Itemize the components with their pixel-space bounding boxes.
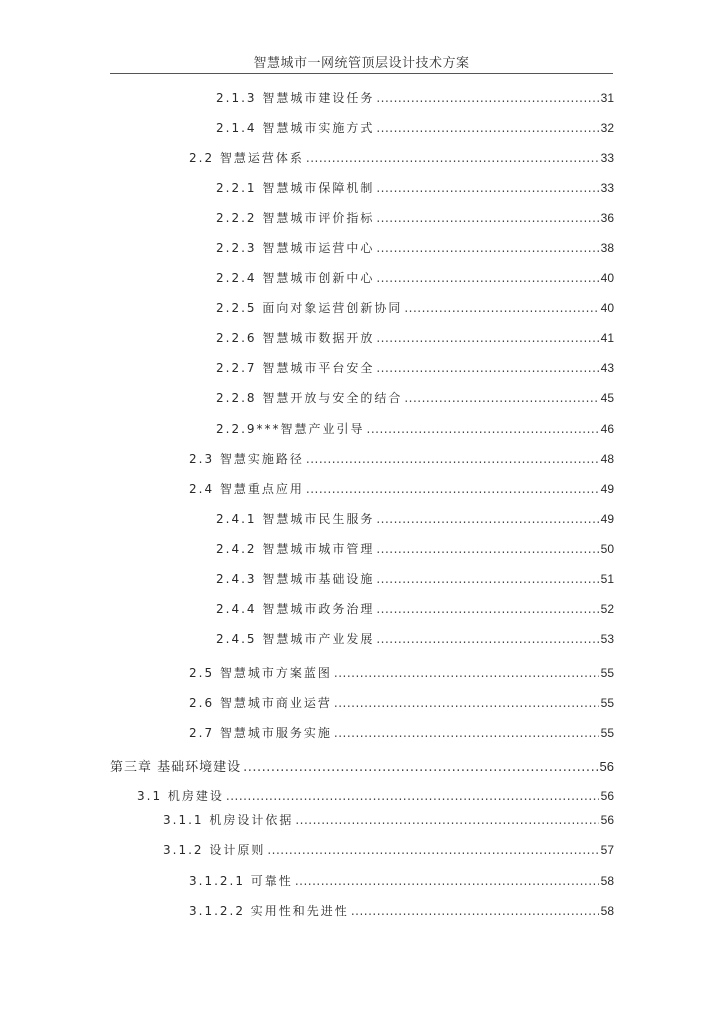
- toc-page-number: 33: [600, 181, 614, 195]
- toc-page-number: 36: [600, 211, 614, 225]
- toc-entry[interactable]: [216, 270, 614, 286]
- toc-leader-dots: [367, 421, 599, 437]
- toc-leader-dots: [376, 360, 598, 376]
- toc-leader-dots: [376, 631, 598, 647]
- toc-leader-dots: [334, 695, 599, 711]
- toc-leader-dots: [376, 210, 598, 226]
- toc-page-number: 38: [600, 241, 614, 255]
- toc-entry-label: 2.1.4 智慧城市实施方式: [216, 121, 375, 135]
- toc-entry-label: 3.1.2.2 实用性和先进性: [189, 904, 349, 918]
- toc-entry-label: 3.1.2.1 可靠性: [189, 874, 293, 888]
- toc-entry[interactable]: [163, 812, 614, 828]
- toc-leader-dots: [376, 270, 598, 286]
- toc-entry[interactable]: [189, 695, 614, 711]
- toc-leader-dots: [334, 665, 599, 681]
- toc-entry-label: 2.3 智慧实施路径: [189, 452, 304, 466]
- toc-leader-dots: [334, 725, 599, 741]
- toc-page-number: 43: [600, 361, 614, 375]
- toc-leader-dots: [295, 812, 598, 828]
- toc-leader-dots: [376, 180, 598, 196]
- toc-page-number: 49: [600, 482, 614, 496]
- toc-entry[interactable]: [189, 873, 614, 889]
- toc-leader-dots: [376, 240, 598, 256]
- toc-entry[interactable]: [216, 571, 614, 587]
- toc-entry-label: 2.4.2 智慧城市城市管理: [216, 542, 375, 556]
- toc-leader-dots: [243, 760, 597, 776]
- toc-page-number: 57: [600, 843, 614, 857]
- toc-entry-label: 2.2.9***智慧产业引导: [216, 422, 365, 436]
- toc-entry[interactable]: [216, 300, 614, 316]
- toc-page-number: 32: [600, 121, 614, 135]
- toc-leader-dots: [376, 541, 598, 557]
- toc-page-number: 33: [600, 151, 614, 165]
- toc-page-number: 46: [600, 422, 614, 436]
- toc-entry[interactable]: [216, 631, 614, 647]
- toc-page-number: 52: [600, 602, 614, 616]
- toc-entry-label: 2.2 智慧运营体系: [189, 151, 304, 165]
- toc-page-number: 40: [600, 301, 614, 315]
- toc-entry-label: 2.2.2 智慧城市评价指标: [216, 211, 375, 225]
- toc-leader-dots: [267, 842, 598, 858]
- toc-leader-dots: [376, 571, 598, 587]
- toc-entry[interactable]: [216, 511, 614, 527]
- toc-entry-label: 2.5 智慧城市方案蓝图: [189, 666, 332, 680]
- toc-leader-dots: [295, 873, 599, 889]
- toc-page-number: 56: [600, 789, 614, 803]
- toc-entry-label: 2.7 智慧城市服务实施: [189, 726, 332, 740]
- toc-page-number: 55: [600, 726, 614, 740]
- toc-leader-dots: [376, 330, 598, 346]
- toc-page-number: 56: [599, 759, 614, 774]
- toc-entry[interactable]: [216, 421, 614, 437]
- toc-entry[interactable]: [189, 725, 614, 741]
- toc-page-number: 48: [600, 452, 614, 466]
- toc-entry[interactable]: [189, 150, 614, 166]
- toc-page-number: 58: [600, 904, 614, 918]
- toc-leader-dots: [351, 903, 599, 919]
- toc-page-number: 49: [600, 512, 614, 526]
- toc-entry[interactable]: [137, 788, 614, 804]
- toc-entry-label: 2.2.1 智慧城市保障机制: [216, 181, 375, 195]
- toc-page-number: 50: [600, 542, 614, 556]
- toc-leader-dots: [376, 601, 598, 617]
- toc-page-number: 31: [600, 91, 614, 105]
- toc-entry[interactable]: [216, 330, 614, 346]
- toc-entry[interactable]: [163, 842, 614, 858]
- toc-entry-label: 2.2.7 智慧城市平台安全: [216, 361, 375, 375]
- toc-entry-label: 2.2.4 智慧城市创新中心: [216, 271, 375, 285]
- toc-entry[interactable]: [216, 120, 614, 136]
- toc-leader-dots: [404, 300, 598, 316]
- toc-page-number: 53: [600, 632, 614, 646]
- toc-entry[interactable]: [216, 541, 614, 557]
- toc-entry-label: 2.2.6 智慧城市数据开放: [216, 331, 375, 345]
- toc-entry[interactable]: [216, 390, 614, 406]
- toc-page-number: 40: [600, 271, 614, 285]
- toc-entry-label: 2.4 智慧重点应用: [189, 482, 304, 496]
- toc-entry-label: 2.2.8 智慧开放与安全的结合: [216, 391, 403, 405]
- toc-entry[interactable]: [216, 240, 614, 256]
- toc-page-number: 45: [600, 391, 614, 405]
- toc-entry-label: 2.2.5 面向对象运营创新协同: [216, 301, 403, 315]
- toc-entry[interactable]: [189, 481, 614, 497]
- toc-chapter-entry[interactable]: [110, 759, 614, 776]
- toc-entry-label: 第三章 基础环境建设: [110, 760, 242, 775]
- running-header: 智慧城市一网统管顶层设计技术方案: [253, 56, 470, 71]
- toc-page-number: 51: [600, 572, 614, 586]
- toc-leader-dots: [376, 511, 598, 527]
- toc-entry-label: 2.4.1 智慧城市民生服务: [216, 512, 375, 526]
- toc-entry-label: 2.6 智慧城市商业运营: [189, 696, 332, 710]
- toc-entry-label: 2.4.5 智慧城市产业发展: [216, 632, 375, 646]
- toc-leader-dots: [226, 788, 599, 804]
- toc-leader-dots: [376, 120, 598, 136]
- toc-entry[interactable]: [216, 360, 614, 376]
- toc-leader-dots: [306, 451, 599, 467]
- toc-entry[interactable]: [189, 451, 614, 467]
- toc-entry[interactable]: [216, 90, 614, 106]
- toc-page-number: 56: [600, 813, 614, 827]
- toc-page-number: 55: [600, 666, 614, 680]
- toc-page-number: 41: [600, 331, 614, 345]
- toc-leader-dots: [306, 150, 599, 166]
- toc-entry-label: 2.2.3 智慧城市运营中心: [216, 241, 375, 255]
- toc-leader-dots: [306, 481, 599, 497]
- toc-page-number: 58: [600, 874, 614, 888]
- toc-entry[interactable]: [216, 210, 614, 226]
- toc-entry-label: 2.4.4 智慧城市政务治理: [216, 602, 375, 616]
- toc-entry[interactable]: [189, 665, 614, 681]
- toc-entry-label: 2.1.3 智慧城市建设任务: [216, 91, 375, 105]
- toc-entry-label: 3.1 机房建设: [137, 789, 224, 803]
- toc-entry[interactable]: [189, 903, 614, 919]
- toc-entry-label: 3.1.1 机房设计依据: [163, 813, 294, 827]
- toc-entry[interactable]: [216, 601, 614, 617]
- toc-page-number: 55: [600, 696, 614, 710]
- toc-leader-dots: [376, 90, 598, 106]
- toc-entry-label: 2.4.3 智慧城市基础设施: [216, 572, 375, 586]
- toc-entry[interactable]: [216, 180, 614, 196]
- toc-entry-label: 3.1.2 设计原则: [163, 843, 266, 857]
- toc-leader-dots: [404, 390, 598, 406]
